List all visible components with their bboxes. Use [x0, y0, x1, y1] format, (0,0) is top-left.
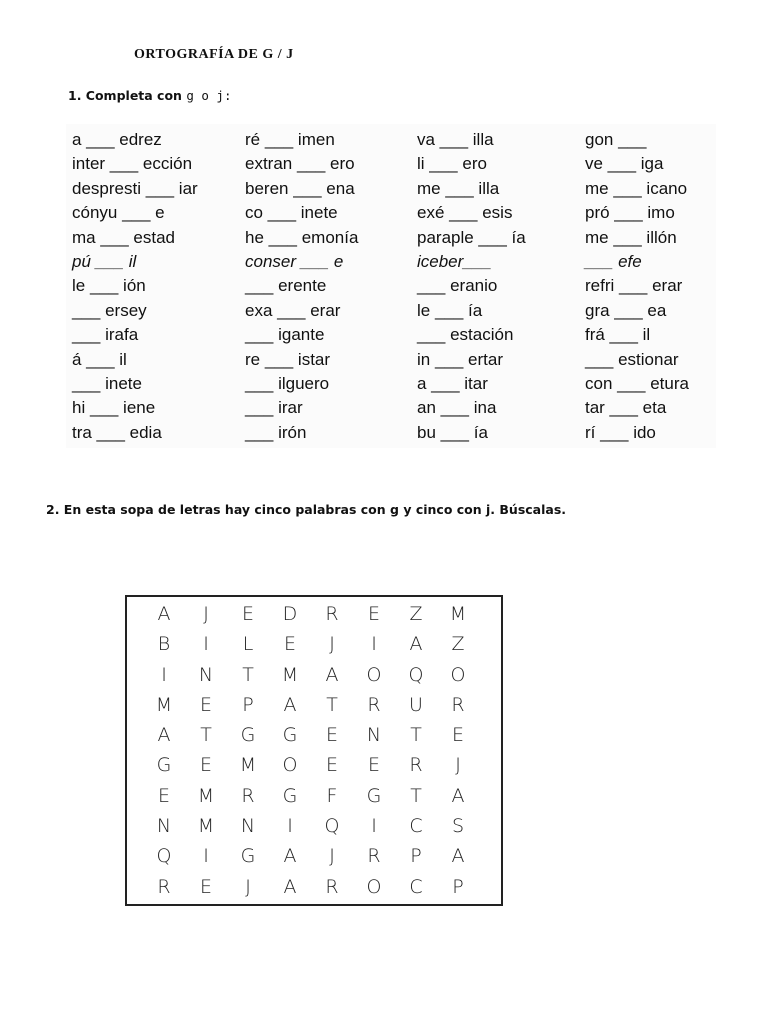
grid-letter[interactable]: I	[287, 815, 293, 838]
grid-letter[interactable]: T	[242, 663, 254, 686]
fill-in-word: á ___ il	[72, 349, 127, 369]
fill-in-word: ___ eranio	[417, 276, 498, 296]
fill-in-word: ___ irón	[245, 422, 307, 442]
fill-in-word: gra ___ ea	[585, 300, 667, 320]
grid-row	[143, 599, 501, 629]
exercise-1-prefix: 1. Completa con	[68, 88, 187, 103]
fill-in-word: ___ inete	[72, 373, 142, 393]
grid-letter[interactable]: R	[451, 693, 465, 716]
grid-letter[interactable]: A	[157, 724, 171, 747]
grid-row	[143, 811, 501, 841]
grid-row	[143, 690, 501, 720]
fill-in-word: ___ ilguero	[245, 373, 330, 393]
grid-letter[interactable]: A	[283, 875, 297, 898]
grid-letter[interactable]: L	[242, 633, 254, 656]
grid-letter[interactable]: M	[449, 603, 467, 625]
grid-letter[interactable]: I	[371, 815, 377, 838]
fill-in-word: a ___ edrez	[72, 130, 162, 149]
fill-in-word: con ___ etura	[585, 373, 689, 393]
grid-letter[interactable]: I	[371, 633, 377, 656]
grid-letter[interactable]: A	[283, 845, 297, 868]
grid-letter[interactable]: J	[203, 603, 209, 625]
fill-in-word: ré ___ imen	[245, 130, 335, 149]
fill-in-word: extran ___ ero	[245, 154, 355, 174]
grid-letter[interactable]: G	[156, 754, 172, 777]
fill-in-word: bu ___ ía	[417, 422, 488, 442]
grid-letter[interactable]: A	[283, 693, 297, 716]
fill-in-word: me ___ illón	[585, 227, 677, 247]
grid-row	[143, 750, 501, 780]
fill-in-word: rí ___ ido	[585, 422, 656, 442]
grid-letter[interactable]: G	[282, 784, 298, 807]
fill-in-word: ___ ersey	[72, 300, 147, 320]
grid-row	[143, 629, 501, 659]
word-column-3	[417, 128, 526, 445]
grid-letter[interactable]: R	[409, 754, 423, 777]
grid-letter[interactable]: B	[157, 633, 171, 656]
grid-letter[interactable]: J	[329, 633, 335, 656]
grid-letter[interactable]: R	[325, 875, 339, 898]
grid-letter[interactable]: T	[410, 784, 422, 807]
fill-in-word: hi ___ iene	[72, 398, 156, 418]
grid-letter[interactable]: A	[409, 633, 423, 656]
grid-letter[interactable]: E	[241, 603, 254, 625]
grid-letter[interactable]: T	[200, 724, 212, 747]
grid-letter[interactable]: P	[242, 693, 254, 716]
grid-letter[interactable]: E	[199, 693, 212, 716]
fill-in-word: ma ___ estad	[72, 227, 176, 247]
fill-in-word: re ___ istar	[245, 349, 331, 369]
exercise-1-instruction	[68, 88, 231, 103]
fill-in-word: refri ___ erar	[585, 276, 683, 296]
grid-letter[interactable]: N	[366, 724, 382, 747]
fill-in-word: ___ igante	[245, 325, 325, 345]
grid-row	[143, 872, 501, 902]
grid-letter[interactable]: A	[325, 663, 339, 686]
fill-in-word: frá ___ il	[585, 325, 651, 345]
grid-letter[interactable]: Q	[156, 845, 172, 868]
fill-in-word: li ___ ero	[417, 154, 487, 174]
grid-letter[interactable]: J	[245, 875, 251, 898]
fill-in-word: cónyu ___ e	[72, 203, 165, 223]
grid-letter[interactable]: G	[240, 845, 256, 868]
fill-in-word: paraple ___ ía	[417, 227, 526, 247]
fill-in-word: tar ___ eta	[585, 398, 667, 418]
grid-letter[interactable]: Q	[324, 815, 340, 838]
grid-letter[interactable]: E	[325, 754, 338, 777]
fill-in-word: a ___ itar	[417, 373, 488, 393]
fill-in-word: conser ___ e	[245, 251, 344, 271]
grid-row	[143, 781, 501, 811]
fill-in-word: co ___ inete	[245, 203, 338, 223]
grid-letter[interactable]: M	[281, 663, 299, 686]
fill-in-word: tra ___ edia	[72, 422, 162, 442]
grid-letter[interactable]: Q	[408, 663, 424, 686]
grid-letter[interactable]: E	[325, 724, 338, 747]
fill-in-word: me ___ illa	[417, 178, 500, 198]
word-column-4	[585, 128, 689, 445]
grid-letter[interactable]: M	[155, 693, 173, 716]
grid-letter[interactable]: J	[329, 845, 335, 868]
grid-letter[interactable]: M	[239, 754, 257, 777]
fill-in-word: pú ___ il	[72, 251, 137, 271]
grid-row	[143, 841, 501, 871]
fill-in-word: pró ___ imo	[585, 203, 675, 223]
grid-letter[interactable]: O	[366, 663, 382, 686]
fill-in-word: ___ estionar	[585, 349, 679, 369]
grid-letter[interactable]: S	[451, 815, 465, 838]
grid-letter[interactable]: A	[157, 603, 171, 625]
grid-letter[interactable]: T	[326, 693, 338, 716]
grid-letter[interactable]: O	[450, 663, 466, 686]
grid-letter[interactable]: E	[367, 603, 380, 625]
fill-in-word: an ___ ina	[417, 398, 497, 418]
grid-letter[interactable]: G	[240, 724, 256, 747]
grid-letter[interactable]: D	[282, 603, 298, 625]
grid-letter[interactable]: O	[282, 754, 298, 777]
fill-in-word: le ___ ión	[72, 276, 146, 296]
grid-letter[interactable]: P	[410, 845, 422, 868]
fill-in-word: ___ efe	[585, 251, 642, 271]
grid-letter[interactable]: O	[366, 875, 382, 898]
grid-letter[interactable]: T	[410, 724, 422, 747]
exercise-2-instruction: 2. En esta sopa de letras hay cinco palabras con g y cinco con j. Búscalas.	[46, 502, 567, 517]
fill-in-word: le ___ ía	[417, 300, 483, 320]
fill-in-word: exé ___ esis	[417, 203, 513, 223]
grid-letter[interactable]: P	[452, 875, 464, 898]
grid-row	[143, 720, 501, 750]
fill-in-word: ___ estación	[417, 325, 514, 345]
exercise-1-letters: g o j:	[186, 88, 232, 103]
fill-in-word: me ___ icano	[585, 178, 688, 198]
grid-letter[interactable]: A	[451, 784, 465, 807]
grid-letter[interactable]: U	[409, 693, 423, 716]
grid-letter[interactable]: R	[325, 603, 339, 625]
grid-letter[interactable]: A	[451, 845, 465, 868]
grid-row	[143, 660, 501, 690]
fill-in-word: ve ___ iga	[585, 154, 664, 174]
grid-letter[interactable]: E	[157, 784, 170, 807]
grid-letter[interactable]: E	[199, 754, 212, 777]
grid-letter[interactable]: C	[409, 815, 423, 838]
fill-in-word: iceber___	[417, 251, 492, 271]
grid-letter[interactable]: E	[199, 875, 212, 898]
grid-letter[interactable]: Z	[409, 603, 423, 625]
fill-in-word: ___ irafa	[72, 325, 139, 345]
fill-in-word: ___ erente	[245, 276, 327, 296]
grid-letter[interactable]: J	[455, 754, 461, 777]
word-column-2	[245, 128, 358, 445]
grid-letter[interactable]: N	[240, 815, 256, 838]
fill-in-word: in ___ ertar	[417, 349, 503, 369]
grid-letter[interactable]: C	[409, 875, 423, 898]
grid-letter[interactable]: G	[366, 784, 382, 807]
grid-letter[interactable]: I	[203, 633, 209, 656]
fill-in-word: ___ irar	[245, 398, 303, 418]
fill-in-word: exa ___ erar	[245, 300, 341, 320]
fill-in-word: gon ___	[585, 130, 647, 149]
grid-letter[interactable]: M	[197, 784, 215, 807]
grid-letter[interactable]: N	[198, 663, 214, 686]
page-title: ORTOGRAFÍA DE G / J	[134, 47, 294, 62]
grid-letter[interactable]: E	[283, 633, 296, 656]
grid-letter[interactable]: R	[157, 875, 171, 898]
word-completion-table	[66, 124, 716, 448]
fill-in-word: beren ___ ena	[245, 178, 355, 198]
word-column-1	[72, 128, 198, 445]
grid-letter[interactable]: I	[161, 663, 167, 686]
fill-in-word: despresti ___ iar	[72, 178, 198, 198]
word-search-grid	[125, 595, 503, 906]
fill-in-word: inter ___ ección	[72, 154, 193, 174]
grid-letter[interactable]: N	[156, 815, 172, 838]
fill-in-word: he ___ emonía	[245, 227, 359, 247]
grid-letter[interactable]: R	[367, 845, 381, 868]
grid-letter[interactable]: G	[282, 724, 298, 747]
fill-in-word: va ___ illa	[417, 130, 494, 149]
grid-letter[interactable]: M	[197, 815, 215, 838]
grid-letter[interactable]: E	[367, 754, 380, 777]
grid-letter[interactable]: Z	[451, 633, 465, 656]
grid-letter[interactable]: R	[241, 784, 255, 807]
grid-letter[interactable]: F	[326, 784, 338, 807]
grid-letter[interactable]: E	[451, 724, 464, 747]
grid-letter[interactable]: I	[203, 845, 209, 868]
grid-letter[interactable]: R	[367, 693, 381, 716]
